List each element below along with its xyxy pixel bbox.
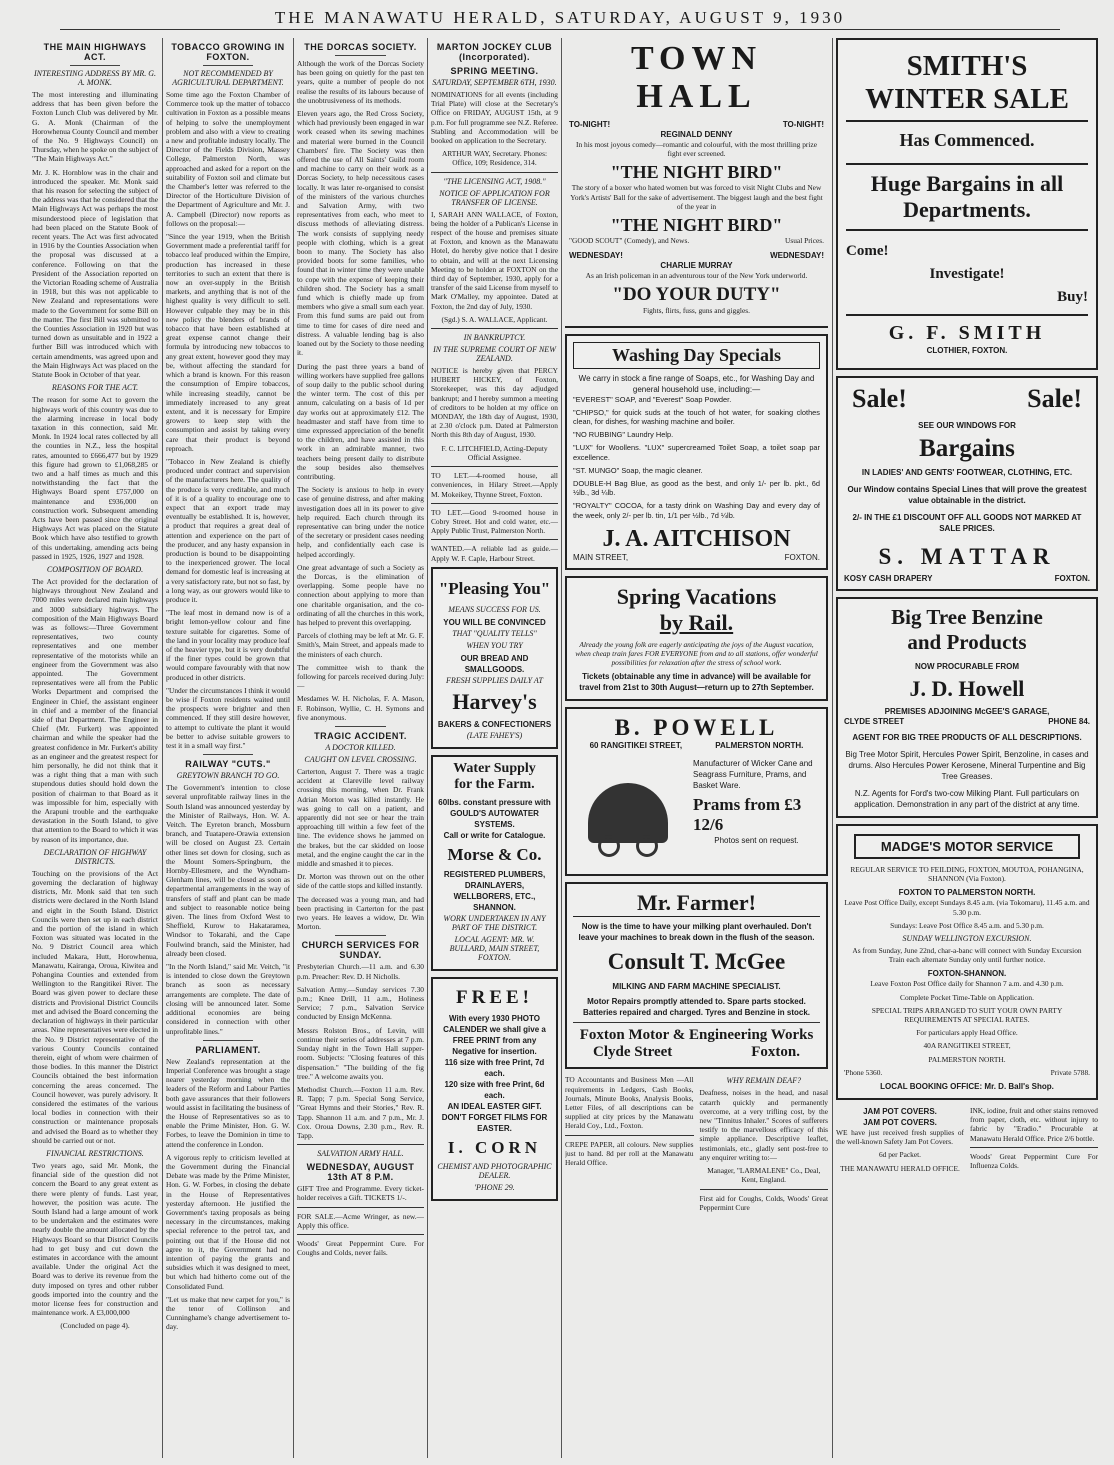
article-paragraph: "The leaf most in demand now is of a bright lemon-yellow colour and fine texture suitable for cigarettes. Some of the land in your locality may produce leaf of the heavier type, but it is very doubtful if the finer types could be grown that would compare favourably with that now produced in other districts.	[166, 608, 290, 682]
ad-line: LOCAL AGENT: MR. W. BULLARD, MAIN STREET, FOXTON.	[449, 934, 540, 962]
article-paragraph: Methodist Church.—Foxton 11 a.m. Rev. R. Tapp; 7 p.m. Special Song Service, "Great Hymns and their Stories," Rev. R. Tapp. Shannon 11 a.m. and 7 p.m., Mr. J. Cox. Oroua Downs, 2.30 p.m., Rev. R. Tapp.	[297, 1084, 424, 1140]
notice-title: MARTON JOCKEY CLUB (Incorporated).	[436, 42, 553, 62]
ad-headline: Water Supply	[453, 760, 536, 776]
madge-advert	[836, 824, 1098, 1100]
section-heading: REASONS FOR THE ACT.	[51, 383, 139, 393]
ad-line: As an Irish policeman in an adventurous tour of the New York underworld.	[585, 271, 808, 281]
column-dorcas	[297, 38, 424, 1458]
ad-line: FOXTON.	[784, 552, 820, 562]
ad-line: 116 size with free Print, 7d each.	[444, 1057, 545, 1078]
article-paragraph: The Act provided for the declaration of highways throughout New Zealand and 7000 miles were declared main highways and 3000 subsidiary highways. The composition of the Main Highways Board was as follows:—Three Government representatives, two county representatives and one member representative of the motorists while an engineer from the Government was also appointed. The Government representatives were all from the Public Works Department and comprised the Engineer in Chief, the assistant engineer in chief and a member of the financial side of that Department. The Engineer in Chief (Mr. Furkert) was appointed chairman and while the speaker had the greatest confidence in Mr. Furkert's ability as an engineer and the greatest respect for him personally, he did not think that it was a right thing that a man with such stupendous duties should hold down the position of chairman to that Board as it was impossible for him, especially with the Arapuni trouble and the earthquake devastation in the South Island, to give that attention to the Board to which it was by reason of its importance, due.	[32, 576, 158, 844]
ad-line: The story of a boxer who hated women but was forced to visit Night Clubs and New York's Artists' Ball for the sake of advertisement. The biggest laugh and the best fight of the year in	[570, 183, 823, 211]
ad-line: MEANS SUCCESS FOR US.	[448, 604, 541, 614]
ad-line: REGINALD DENNY	[660, 130, 733, 139]
ad-headline: Sale!	[852, 384, 907, 413]
notice-subheading: SPRING MEETING.	[450, 66, 539, 76]
classified: TO Accountants and Business Men —All requirements in Ledgers, Cash Books, Journals, Minute Books, Analysis Books, Letter Files, of all descriptions can be supplied at city prices by the Manawatu Herald Coy., Ltd., Foxton.	[565, 1075, 694, 1131]
notice-signature: (Sgd.) S. A. WALLACE, Applicant.	[441, 314, 548, 324]
ad-line: Leave Foxton Post Office daily for Shannon 7 a.m. and 4.30 p.m.	[870, 979, 1064, 989]
notice-subheading: IN THE SUPREME COURT OF NEW ZEALAND.	[433, 345, 556, 364]
ad-brand: S. MATTAR	[878, 544, 1056, 569]
ad-headline: Big Tree Benzine	[891, 605, 1043, 629]
classified: TO LET.—Good 9-roomed house in Cobry Street. Hot and cold water, etc.—Apply Public Trust, Palmerston North.	[431, 507, 558, 536]
ad-line: Manufacturer of Wicker Cane and Seagrass Furniture, Prams, and Basket Ware.	[693, 759, 813, 791]
big-tree-advert	[836, 597, 1098, 818]
ad-headline: by Rail.	[659, 609, 734, 635]
ad-line: Usual Prices.	[785, 236, 824, 246]
ad-line: MILKING AND FARM MACHINE SPECIALIST.	[612, 982, 781, 992]
ad-line: 6d per Packet.	[878, 1150, 922, 1160]
ad-brand: I. CORN	[447, 1137, 542, 1157]
article-title: CHURCH SERVICES FOR SUNDAY.	[301, 940, 420, 961]
continuation-note: (Concluded on page 4).	[60, 1321, 130, 1331]
ad-line: PALMERSTON NORTH.	[928, 1054, 1006, 1064]
ad-line: OUR BREAD AND SMALLGOODS.	[460, 653, 529, 674]
ad-line: Fights, flirts, fuss, guns and giggles.	[643, 306, 750, 316]
article-paragraph: Eleven years ago, the Red Cross Society, which had previously been engaged in war work ceased when its sewing machines and material were burned in the Council Chambers' fire. The Society was then offered the use of All Saints' Guild room and machine to carry on their work as a Dorcas Society, to help necessitous cases locally. It was later re-organised to consist of the ministers of the various churches and Salvation Army, with two representatives from each, who meet to discuss methods of alleviating distress. The work consists of supplying needy people with clothing, which is a great boon to many. The Society has also provided boots for some families, who found that in winter time they were unable to cope with the expense of keeping their children shod. The Society has a small fund which is chiefly made up from members who give a small sum each year. From this fund sums are paid out from time to time for cases of dire need and distress. A valuable lending bag is also loaned out by the Society to those needing it.	[297, 109, 424, 358]
ad-line: Our Window contains Special Lines that will prove the greatest value obtainable in the district.	[847, 485, 1087, 505]
classified: INK, iodine, fruit and other stains removed from paper, cloth, etc. without injury to fabric by "Eradio." Procurable at Manawatu Herald Office. Price 2/6 bottle.	[970, 1106, 1098, 1143]
ad-line: FOXTON TO PALMERSTON NORTH.	[898, 888, 1036, 898]
article-paragraph: The Government's intention to close several unprofitable railway lines in the South Island was announced yesterday by the Minister of Railways, Hon. W. A. Veitch. The Eyreton branch, Mossburn branch, and Tuatapere-Orawia extension will be closed on August 23. Certain other lines set down for closing, such as the Mount Somers-Springburn, the Hornby-Ellesmere, and the Wyndham-Glenham lines, will be closed as soon as departmental arrangements in the way of transfers of staff and plant can be made and subject to reasonable notice being given. The lines from Oxford West to Sheffield, Kurow to Hakataramea, Windsor to Tokarahi, and the Cape Foulwind branch, said the Minister, had already been closed.	[166, 783, 290, 958]
article-subtitle: NOT RECOMMENDED BY AGRICULTURAL DEPARTMENT.	[172, 69, 284, 87]
ad-headline: Spring Vacations	[616, 583, 777, 609]
ad-line: "EVEREST" SOAP, and "Everest" Soap Powder.	[573, 394, 732, 404]
ad-line: DON'T FORGET FILMS FOR EASTER.	[441, 1112, 548, 1133]
ad-brand: SMITH'S	[906, 50, 1028, 82]
article-paragraph: Some time ago the Foxton Chamber of Commerce took up the matter of tobacco cultivation in Foxton as a possible means of helping to solve the unemployment problem and also with a view to creating a new and profitable industry locally. The Director of the Fields Division, Massey College, Palmerston North, was approached and asked for a report on the suitability of Foxton soil and climate but the Chamber's letter was referred to the Director of the Horticulture Division of the Department of Agriculture and Mr. J. A. Campbell (Director) now reports as follows on the proposal:—	[166, 90, 290, 228]
ad-line: TO-NIGHT!	[569, 120, 611, 129]
notice-signature: F. C. LITCHFIELD, Acting-Deputy Official Assignee.	[441, 443, 548, 462]
ad-line: THE MANAWATU HERALD OFFICE.	[840, 1163, 960, 1173]
column-rule	[561, 38, 562, 1458]
article-paragraph: Although the work of the Dorcas Society has been going on quietly for the past ten years, quite a number of people do not realise the results of its labours because of the unobtrusiveness of its methods.	[297, 59, 424, 105]
notice-title: "THE LICENSING ACT, 1908."	[443, 176, 546, 186]
ad-headline: Huge Bargains in all Departments.	[846, 163, 1088, 231]
ad-line: MAIN STREET,	[573, 552, 629, 562]
ad-brand: Consult T. McGee	[607, 949, 786, 975]
ad-headline: Washing Day Specials	[573, 342, 820, 369]
ad-line: Deafness, noises in the head, and nasal catarrh quickly and permanently overcome, at a very trifling cost, by the new "Tinnitus Inhaler." Scores of sufferers testify to the marvellous efficacy of this simple appliance. Descriptive leaflet, testimonials, etc., gladly sent post-free to any enquirer writing to:—	[699, 1088, 828, 1162]
ad-headline: and Products	[907, 630, 1027, 654]
notice-heading: SALVATION ARMY HALL.	[317, 1149, 404, 1159]
notice-body: NOMINATIONS for all events (including Trial Plate) will close at the Secretary's Office on FRIDAY, AUGUST 15th, at 9 p.m. For full programme see N.Z. Referee. Stabling and Accommodation will be booked on application to the Secretary.	[431, 90, 558, 146]
bottom-classifieds-right	[836, 1106, 1098, 1177]
column-notices	[431, 38, 558, 1458]
town-hall-advert	[565, 38, 828, 328]
morse-advert	[431, 755, 558, 971]
column-ads-right	[836, 38, 1098, 1458]
ad-line: BAKERS & CONFECTIONERS	[437, 719, 552, 729]
article-paragraph: New Zealand's representation at the Imperial Conference was brought a stage nearer yesterday morning when the leaders of the Reform and Labour Parties both gave assurances that their followers would assist in facilitating the business of the House of Representatives so as to enable the Prime Minister, Hon. G. W. Forbes, to leave the Dominion in time to attend the conference in London.	[166, 1056, 290, 1149]
ad-brand: B. POWELL	[614, 715, 779, 741]
ad-line: SEE OUR WINDOWS FOR	[918, 421, 1016, 430]
ad-line: KOSY CASH DRAPERY	[844, 574, 933, 583]
ad-line: CLOTHIER, FOXTON.	[926, 346, 1008, 355]
ad-line: Tickets (obtainable any time in advance) will be available for travel from 21st to 30th August—return up to 27th September.	[579, 672, 814, 693]
mcgee-advert	[565, 882, 828, 1069]
ad-line: Leave Post Office Daily, except Sundays 8.45 a.m. (via Tokomaru), 11.45 a.m. and 5.30 p.m.	[844, 898, 1090, 917]
article-paragraph: Mr. J. K. Hornblow was in the chair and introduced the speaker. Mr. Monk said that his reason for selecting the subject of the address was that he considered that the Main Highways Act was perhaps the most misunderstood piece of legislation that had been placed on the Statute Book of recent years. The Act was first advocated in 1916 by the Counties Association when the proposal was discussed at a conference. Following on that the President of the Association reported on the Victorian Roading scheme of Australia in 1918, but this was not applicable to New Zealand and representations were made to the Government for some Bill on the matter. The first Bill was submitted to the Counties Association in 1920 but was turned down as unsuitable and in 1922 a further Bill was introduced which with certain amendments, was agreed upon and the Main Highways Act was placed on the Statute Book in October of that year.	[32, 167, 158, 380]
article-paragraph: Touching on the provisions of the Act governing the declaration of highway districts, Mr. Monk said that ten such districts were declared in the North Island and eight in the South Island. District Councils were then set up in each district and the portion of the island in which Foxton was situated was located in the No. 9 District Council area which included Makara, Hutt, Horowhenua, Manawatu, Kairanga, Oroua, Kiwitea and Pohangina Counties and extended from Wellington to the Rangitikei River. The Board was given power to declare these districts and Provisional District Councils met and advised the Board concerning the declaration of highways in their particular areas. Nine representatives were elected in the No. 9 District representative of the various County Councils contained therein, eight of whom were chairmen of those bodies. In this manner the District Councils obtained the best information concerning the areas concerned. The Council however, was purely advisory. It considered the estimates of the various local bodies in connection with their construction or maintenance proposals and advised the Board as to whether they should be carried out or not.	[32, 868, 158, 1145]
ad-line: "ST. MUNGO" Soap, the magic cleaner.	[573, 465, 703, 475]
notice-date: SATURDAY, SEPTEMBER 6TH, 1930.	[432, 78, 557, 87]
article-title: TOBACCO GROWING IN FOXTON.	[171, 42, 285, 62]
ad-brand: G. F. SMITH	[846, 314, 1088, 345]
powell-advert	[565, 707, 828, 876]
ad-headline: "Pleasing You"	[438, 578, 551, 598]
ad-line: Photos sent on request.	[714, 836, 799, 846]
article-title: TRAGIC ACCIDENT.	[314, 731, 407, 742]
ad-line: PREMISES ADJOINING McGEE'S GARAGE,	[884, 707, 1050, 716]
ad-headline: for the Farm.	[454, 776, 535, 792]
ad-line: Private 5788.	[1050, 1067, 1090, 1077]
ad-line: 2/- IN THE £1 DISCOUNT OFF ALL GOODS NOT MARKED AT SALE PRICES.	[852, 513, 1082, 533]
ad-line: IN LADIES' AND GENTS' FOOTWEAR, CLOTHING, ETC.	[861, 468, 1073, 477]
ad-line: PALMERSTON NORTH.	[715, 741, 804, 751]
article-paragraph: The reason for some Act to govern the highways work of this country was due to the alarming increase in local body taxation in this connection, said Mr. Monk. In 1924 local rates collected by all the counties in N.Z., less the hospital rates, amounted to £666,477 but by 1929 this figure had grown to £1,068,285 or two and a half times as much and this notwithstanding the fact that the Highways Board spent £757,000 on maintenance and £936,000 on construction work. Subsequent amending Acts have been passed since the original Highways Act was placed on the Statute Book which have also testified to growth of this undertaking, amending acts being passed in 1925, 1926, 1927 and 1928.	[32, 395, 158, 561]
article-paragraph: Messrs Rolston Bros., of Levin, will continue their series of addresses at 7 p.m. Sunday night in the Town Hall supper-room. Subjects: "Closing features of this dispensation." "The building of the fig tree." A welcome awaits you.	[297, 1025, 424, 1081]
ad-line: WHEN YOU TRY	[466, 640, 523, 650]
ad-line: "ROYALTY" COCOA, for a tasty drink on Washing Day and every day of the week, only 2/- per lb. tin, 1/1 per ½lb., 7d ¼lb.	[573, 501, 820, 520]
ad-line: Sundays: Leave Post Office 8.45 a.m. and 5.30 p.m.	[890, 920, 1044, 930]
ad-headline: WHY REMAIN DEAF?	[726, 1076, 802, 1086]
notice-signature: ARTHUR WAY, Secretary. Phones: Office, 109; Residence, 314.	[441, 149, 548, 168]
ad-line: N.Z. Agents for Ford's two-cow Milking Plant. Full particulars on application. Demonstration in any part of the district at any time.	[854, 789, 1080, 809]
article-title: RAILWAY "CUTS."	[185, 759, 271, 770]
ad-line: YOU WILL BE CONVINCED	[443, 617, 546, 627]
notice-body: NOTICE is hereby given that PERCY HUBERT HICKEY, of Foxton, Storekeeper, was this day adjudged bankrupt; and I hereby summon a meeting of creditors to be holden at my office on MONDAY, the 18th day of August, 1930, at 2.30 o'clock p.m. Dated at Palmerston North this 8th day of August, 1930.	[431, 366, 558, 440]
article-paragraph: Parcels of clothing may be left at Mr. G. F. Smith's, Main Street, and appeals made to the ministers of each church.	[297, 631, 424, 659]
ad-line: Foxton Motor & Engineering Works	[579, 1027, 814, 1044]
ad-line: Manager, "LARMALENE" Co., Deal, Kent, England.	[707, 1166, 821, 1185]
bottom-classifieds	[565, 1075, 828, 1215]
pram-illustration	[573, 758, 683, 868]
ad-line: 120 size with free Print, 6d each.	[444, 1079, 545, 1100]
ad-line: REGISTERED PLUMBERS, DRAINLAYERS, WELLBORERS, ETC., SHANNON.	[443, 869, 546, 912]
ad-line: SPECIAL TRIPS ARRANGED TO SUIT YOUR OWN PARTY REQUIREMENTS AT SPECIAL RATES.	[871, 1005, 1063, 1025]
rail-advert	[565, 576, 828, 702]
ad-line: "CHIPSO," for quick suds at the touch of hot water, for soaking clothes clean, for dishes, for washing machine and boiler.	[573, 407, 820, 427]
article-paragraph: Mesdames W. H. Nicholas, F. A. Mason, F. Robinson, Wyllie, C. H. Symons and five anonymous.	[297, 694, 424, 722]
ad-line: Foxton.	[751, 1044, 800, 1061]
ad-brand: Morse & Co.	[447, 844, 542, 864]
ad-line: FOXTON-SHANNON.	[927, 969, 1007, 979]
ad-line: CHEMIST AND PHOTOGRAPHIC DEALER.	[437, 1161, 552, 1180]
masthead: THE MANAWATU HERALD, SATURDAY, AUGUST 9, 1930	[60, 8, 1060, 30]
ad-line: TO-NIGHT!	[782, 120, 824, 129]
article-paragraph: One great advantage of such a Society as the Dorcas, is the elimination of overlapping. Some people have no connection about applying to more than one charitable organisation, and the co-ordinating of all the churches in this work, has helped to prevent this overlapping.	[297, 562, 424, 627]
column-tobacco	[166, 38, 290, 1458]
notice-body: GIFT Tree and Programme. Every ticket-holder receives a Gift. TICKETS 1/-.	[297, 1184, 424, 1203]
article-paragraph: "In the North Island," said Mr. Veitch, "it is intended to close down the Greytown branch as soon as necessary arrangements are complete. The date of closing will be announced later. Some additional economies are being considered in connection with other unprofitable lines."	[166, 962, 290, 1036]
article-paragraph: "Let us make that new carpet for you," is the tenor of Collinson and Cunninghame's change advertisement to-day.	[166, 1294, 290, 1332]
ad-line: REGULAR SERVICE TO FEILDING, FOXTON, MOUTOA, POHANGINA, SHANNON (Via Foxton).	[850, 865, 1084, 884]
ad-line: 40A RANGITIKEI STREET,	[923, 1041, 1011, 1051]
ad-line: AGENT FOR BIG TREE PRODUCTS OF ALL DESCRIPTIONS.	[852, 733, 1082, 742]
column-rule	[162, 38, 163, 1458]
section-heading: COMPOSITION OF BOARD.	[46, 564, 144, 574]
film-title: "DO YOUR DUTY"	[612, 284, 781, 306]
harveys-advert	[431, 567, 558, 749]
ad-line: 60 RANGITIKEI STREET,	[589, 741, 683, 751]
ad-line: CLYDE STREET	[844, 717, 905, 726]
ad-line: Already the young folk are eagerly anticipating the joys of the August vacation, when cheap train fares FOR EVERYONE from and to all stations, offer wonderful possibilities for relaxation after the stress of school work.	[575, 639, 818, 668]
classified: WANTED.—A reliable lad as guide.—Apply W. F. Caple, Harbour Street.	[431, 544, 558, 563]
article-paragraph: Dr. Morton was thrown out on the other side of the cattle stops and killed instantly.	[297, 872, 424, 891]
ad-line: DOUBLE-H Bag Blue, as good as the best, and only 1/- per lb. pkt., 6d ½lb., 3d ¼lb.	[573, 479, 820, 498]
notice-body: I, SARAH ANN WALLACE, of Foxton, being the holder of a Publican's License in respect of the house and premises situate at Foxton, and known as the Manawatu Hotel, do hereby give notice that I desire to obtain, and will at the next Licensing Meeting to be holden at FOXTON on the third day of September, 1930, apply for a transfer of the said License from myself to Mark O'Malley, my appointee. Dated at Foxton, the 2nd day of July, 1930.	[431, 209, 558, 311]
ad-line: WE have just received fresh supplies of the well-known Safety Jam Pot Covers.	[836, 1128, 964, 1147]
ad-line: NOW PROCURABLE FROM	[915, 662, 1019, 671]
classified: CREPE PAPER, all colours. New supplies just to hand. 8d per roll at the Manawatu Herald Office.	[565, 1139, 694, 1168]
article-paragraph: Salvation Army.—Sunday services 7.30 p.m.; Knee Drill, 11 a.m., Holiness Service; 7 p.m., Salvation Service conducted by Ensign McKenna.	[297, 984, 424, 1022]
ad-line: Call or write for Catalogue.	[443, 830, 546, 840]
film-title: "THE NIGHT BIRD"	[610, 162, 783, 183]
ad-line: (LATE FAHEY'S)	[466, 730, 523, 740]
ad-price: Prams from £3 12/6	[693, 795, 802, 835]
article-paragraph: The Society is anxious to help in every case of genuine distress, and after making investigation does all in its power to give help required. Each church through its representative can bring under the notice of the secretary or president cases needing help, and confidentially each case is helped accordingly.	[297, 485, 424, 559]
article-paragraph: A vigorous reply to criticism levelled at the Government during the Financial Debate was made by the Prime Minister, Hon. G. W. Forbes, in closing the debate in the House of Representatives yesterday afternoon. He justified the Government's taxing proposals as being necessary in the circumstances, making special reference to the petrol tax, and pointing out that if the House did not agree to it, the Government had no intention of paying the grants and subsidies which it was designed to meet, but which had hitherto come out of the Consolidated Fund.	[166, 1152, 290, 1291]
ad-line: Buy!	[1057, 289, 1088, 305]
notice-title: IN BANKRUPTCY.	[463, 333, 526, 343]
ad-headline: FREE!	[456, 986, 533, 1008]
ad-line: 'Phone 5360.	[844, 1067, 883, 1077]
article-paragraph: "Under the circumstances I think it would be wise if Foxton residents waited until the prospects were brighter and then commenced. If they still desire however, to attempt to cultivate the plant it would be better to advise suitable growers to test it in a small way first."	[166, 685, 290, 751]
ad-line: "NO RUBBING" Laundry Help.	[573, 430, 674, 440]
article-paragraph: Presbyterian Church.—11 a.m. and 6.30 p.m. Preacher: Rev. D. H Nicholls.	[297, 962, 424, 981]
classified: First aid for Coughs, Colds, Woods' Great Peppermint Cure	[699, 1193, 828, 1212]
ad-line: FRESH SUPPLIES DAILY AT	[446, 675, 543, 685]
ad-line: Complete Pocket Time-Table on Application.	[900, 992, 1034, 1002]
classified: FOR SALE.—Acme Wringer, as new.—Apply this office.	[297, 1211, 424, 1230]
ad-line: WEDNESDAY!	[770, 251, 824, 261]
ad-line: 60lbs. constant pressure with GOULD'S AUTOWATER SYSTEMS.	[438, 797, 551, 829]
ad-headline: WINTER SALE	[846, 83, 1088, 122]
ad-headline: Bargains	[919, 435, 1015, 462]
column-highways	[32, 38, 158, 1458]
ad-brand: Harvey's	[452, 688, 537, 714]
ad-line: 'PHONE 29.	[474, 1182, 515, 1192]
column-rule	[427, 38, 428, 1458]
ad-line: LOCAL BOOKING OFFICE: Mr. D. Ball's Shop.	[880, 1082, 1054, 1092]
article-paragraph: The committee wish to thank the following for parcels received during July:—	[297, 662, 424, 691]
ad-brand: J. D. Howell	[909, 676, 1025, 701]
smith-advert	[836, 38, 1098, 370]
article-subtitle: CAUGHT ON LEVEL CROSSING.	[304, 755, 417, 765]
ad-line: Come!	[846, 243, 889, 259]
article-subtitle: INTERESTING ADDRESS BY MR. G. A. MONK.	[33, 69, 157, 87]
column-rule	[832, 38, 833, 1458]
ad-brand: TOWN HALL	[630, 40, 763, 115]
ad-line: "LUX" for Woollens. "LUX" supercreamed Toilet Soap, a toilet soap par excellence.	[573, 443, 820, 462]
article-subtitle: A DOCTOR KILLED.	[325, 743, 396, 753]
classified: TO LET.—4-roomed house, all conveniences, in Hilary Street.—Apply M. Mokeikey, Thynne Street, Foxton.	[431, 471, 558, 499]
ad-line: Clyde Street	[593, 1044, 673, 1061]
article-paragraph: "Tobacco in New Zealand is chiefly produced under contract and supervision of the manufacturers here. The quality of the produce is very creditable, and much of it is of a quality to encourage one to expect that an export trade may eventually be established. It is, however, a product that requires a great deal of attention and experience on the part of the producer, and any hasty expansion in production is bound to be disappointing to the inexperienced grower. The local demand for domestic leaf is increasing at a very satisfactory rate, but not so fast, by a long way, as our growers would like to produce it.	[166, 456, 290, 604]
ad-line: With every 1930 PHOTO CALENDER we shall give a FREE PRINT from any Negative for insertion.	[443, 1013, 546, 1056]
ad-line: Motor Repairs promptly attended to. Spare parts stocked. Batteries repaired and charged. Tyres and Benzine in stock.	[582, 997, 811, 1018]
ad-line: We carry in stock a fine range of Soaps, etc., for Washing Day and general household use, including:—	[578, 373, 815, 394]
article-paragraph: The most interesting and illuminating address that has been given before the Foxton Lunch Club was delivered by Mr. G. A. Monk (Chairman of the Horowhenua County Council and member of the No. 9 Highways Council) on Thursday, when he spoke on the subject of "The Main Highways Act."	[32, 90, 158, 164]
section-heading: FINANCIAL RESTRICTIONS.	[46, 1148, 144, 1158]
ad-line: Now is the time to have your milking plant overhauled. Don't leave your machines to break down in the flush of the season.	[578, 922, 815, 943]
ad-line: FOXTON.	[1054, 574, 1090, 583]
ad-line: WORK UNDERTAKEN IN ANY PART OF THE DISTRICT.	[443, 913, 546, 932]
ad-line: CHARLIE MURRAY	[660, 261, 733, 271]
ad-headline: JAM POT COVERS.	[863, 1118, 937, 1128]
ad-line: As from Sunday, June 22nd, char-a-banc will connect with Sunday Excursion Train each alternate Sunday only until further notice.	[852, 946, 1082, 965]
film-title: "THE NIGHT BIRD"	[610, 215, 783, 236]
ad-brand: J. A. AITCHISON	[602, 525, 791, 552]
ad-line: WEDNESDAY!	[569, 251, 623, 261]
article-title: THE MAIN HIGHWAYS ACT.	[43, 42, 147, 62]
ad-line: SUNDAY WELLINGTON EXCURSION.	[902, 934, 1032, 944]
article-paragraph: Two years ago, said Mr. Monk, the financial side of the question did not concern the Board to any great extent as there were plenty of funds. Last year, however, the position was acute. The South Island had a large amount of work to be undertaken and the estimates were nearly double the amount allocated by the Highways Board so that District Councils had to get busy and cut down the estimates in accordance with the amount available. Under the original Act the Board was to derive its revenue from the duty imposed on tyres and other rubber goods imported into the country and the motor license fees for construction and maintenance work. A £3,000,000	[32, 1160, 158, 1318]
ad-headline: Sale!	[1027, 384, 1082, 413]
article-title: PARLIAMENT.	[195, 1044, 261, 1055]
ad-line: "GOOD SCOUT" (Comedy), and News.	[569, 236, 690, 246]
ad-line: For particulars apply Head Office.	[916, 1028, 1018, 1038]
ad-brand: MADGE'S MOTOR SERVICE	[854, 834, 1080, 859]
ad-line: In his most joyous comedy—romantic and colourful, with the most thrilling prize fight ever screened.	[576, 140, 817, 159]
ad-line: AN IDEAL EASTER GIFT.	[447, 1101, 542, 1111]
ad-headline: JAM POT COVERS.	[863, 1107, 937, 1117]
column-ads-center	[565, 38, 828, 1458]
article-paragraph: The deceased was a young man, and had been practising in Carterton for the past two years. He leaves a widow, Dr. Win Morton.	[297, 894, 424, 932]
corn-advert	[431, 977, 558, 1201]
ad-headline: Mr. Farmer!	[573, 890, 820, 917]
section-heading: DECLARATION OF HIGHWAY DISTRICTS.	[43, 847, 147, 866]
article-paragraph: Carterton, August 7. There was a tragic accident at Clareville level railway crossing this morning, when Dr. Frank Adrian Morton was killed instantly. He was going to call on a patient, and apparently did not see or hear the train approaching till within a few feet of the line. The evidence shows he jammed on the brakes, but the car skidded on loose metal, and the engine caught the car in the middle and smashed it to pieces.	[297, 767, 424, 869]
ad-line: THAT "QUALITY TELLS"	[452, 628, 537, 638]
ad-line: Has Commenced.	[899, 130, 1035, 150]
article-title: THE DORCAS SOCIETY.	[304, 42, 417, 52]
notice-subheading: NOTICE OF APPLICATION FOR TRANSFER OF LICENSE.	[439, 188, 550, 207]
ad-line: Investigate!	[929, 266, 1005, 282]
washing-day-advert	[565, 334, 828, 570]
ad-line: PHONE 84.	[1048, 717, 1090, 726]
notice-subheading: WEDNESDAY, AUGUST 13th AT 8 P.M.	[306, 1162, 415, 1183]
mattar-advert	[836, 376, 1098, 591]
classified: Woods' Great Peppermint Cure. For Coughs and Colds, never fails.	[297, 1238, 424, 1258]
article-subtitle: GREYTOWN BRANCH TO GO.	[176, 771, 280, 781]
classified: Woods' Great Peppermint Cure For Influenza Colds.	[970, 1151, 1098, 1171]
article-paragraph: "Since the year 1919, when the British Government made a preferential tariff for tobacco leaf produced within the Empire, production has increased in these territories to such an extent that there is now an over-supply in the British markets, and anything that is not of the highest quality is very difficult to sell. However culpable they may be in this new policy the blenders of brands of tobacco that have been established at great expense cannot change their formula by introducing new tobaccos to any great extent, however good they may be, without affecting the standard for which a brand is known. For this reason the consumption of Empire tobaccos, while increasing steadily, cannot be immediately increased to any great extent, and it is necessary for Empire growers to keep step with the consumption and assist by taking every care that their product is beyond reproach.	[166, 232, 290, 453]
article-paragraph: During the past three years a band of willing workers have supplied free gallons of soup daily to the public school during the winter term. The cost of this per annum, calculating on a basis of 1d per day works out at approximately £12. The headmaster and staff have from time to time expressed appreciation of the benefit to the children, and have assisted in this work in an admirable manner, two teachers being present daily to distribute the soup besides also themselves contributing.	[297, 361, 424, 481]
ad-line: Big Tree Motor Spirit, Hercules Power Spirit, Benzoline, in cases and drums. Also Hercules Power Kerosene, Mineral Turpentine and Big Tree Greases.	[845, 750, 1089, 781]
column-rule	[293, 38, 294, 1458]
